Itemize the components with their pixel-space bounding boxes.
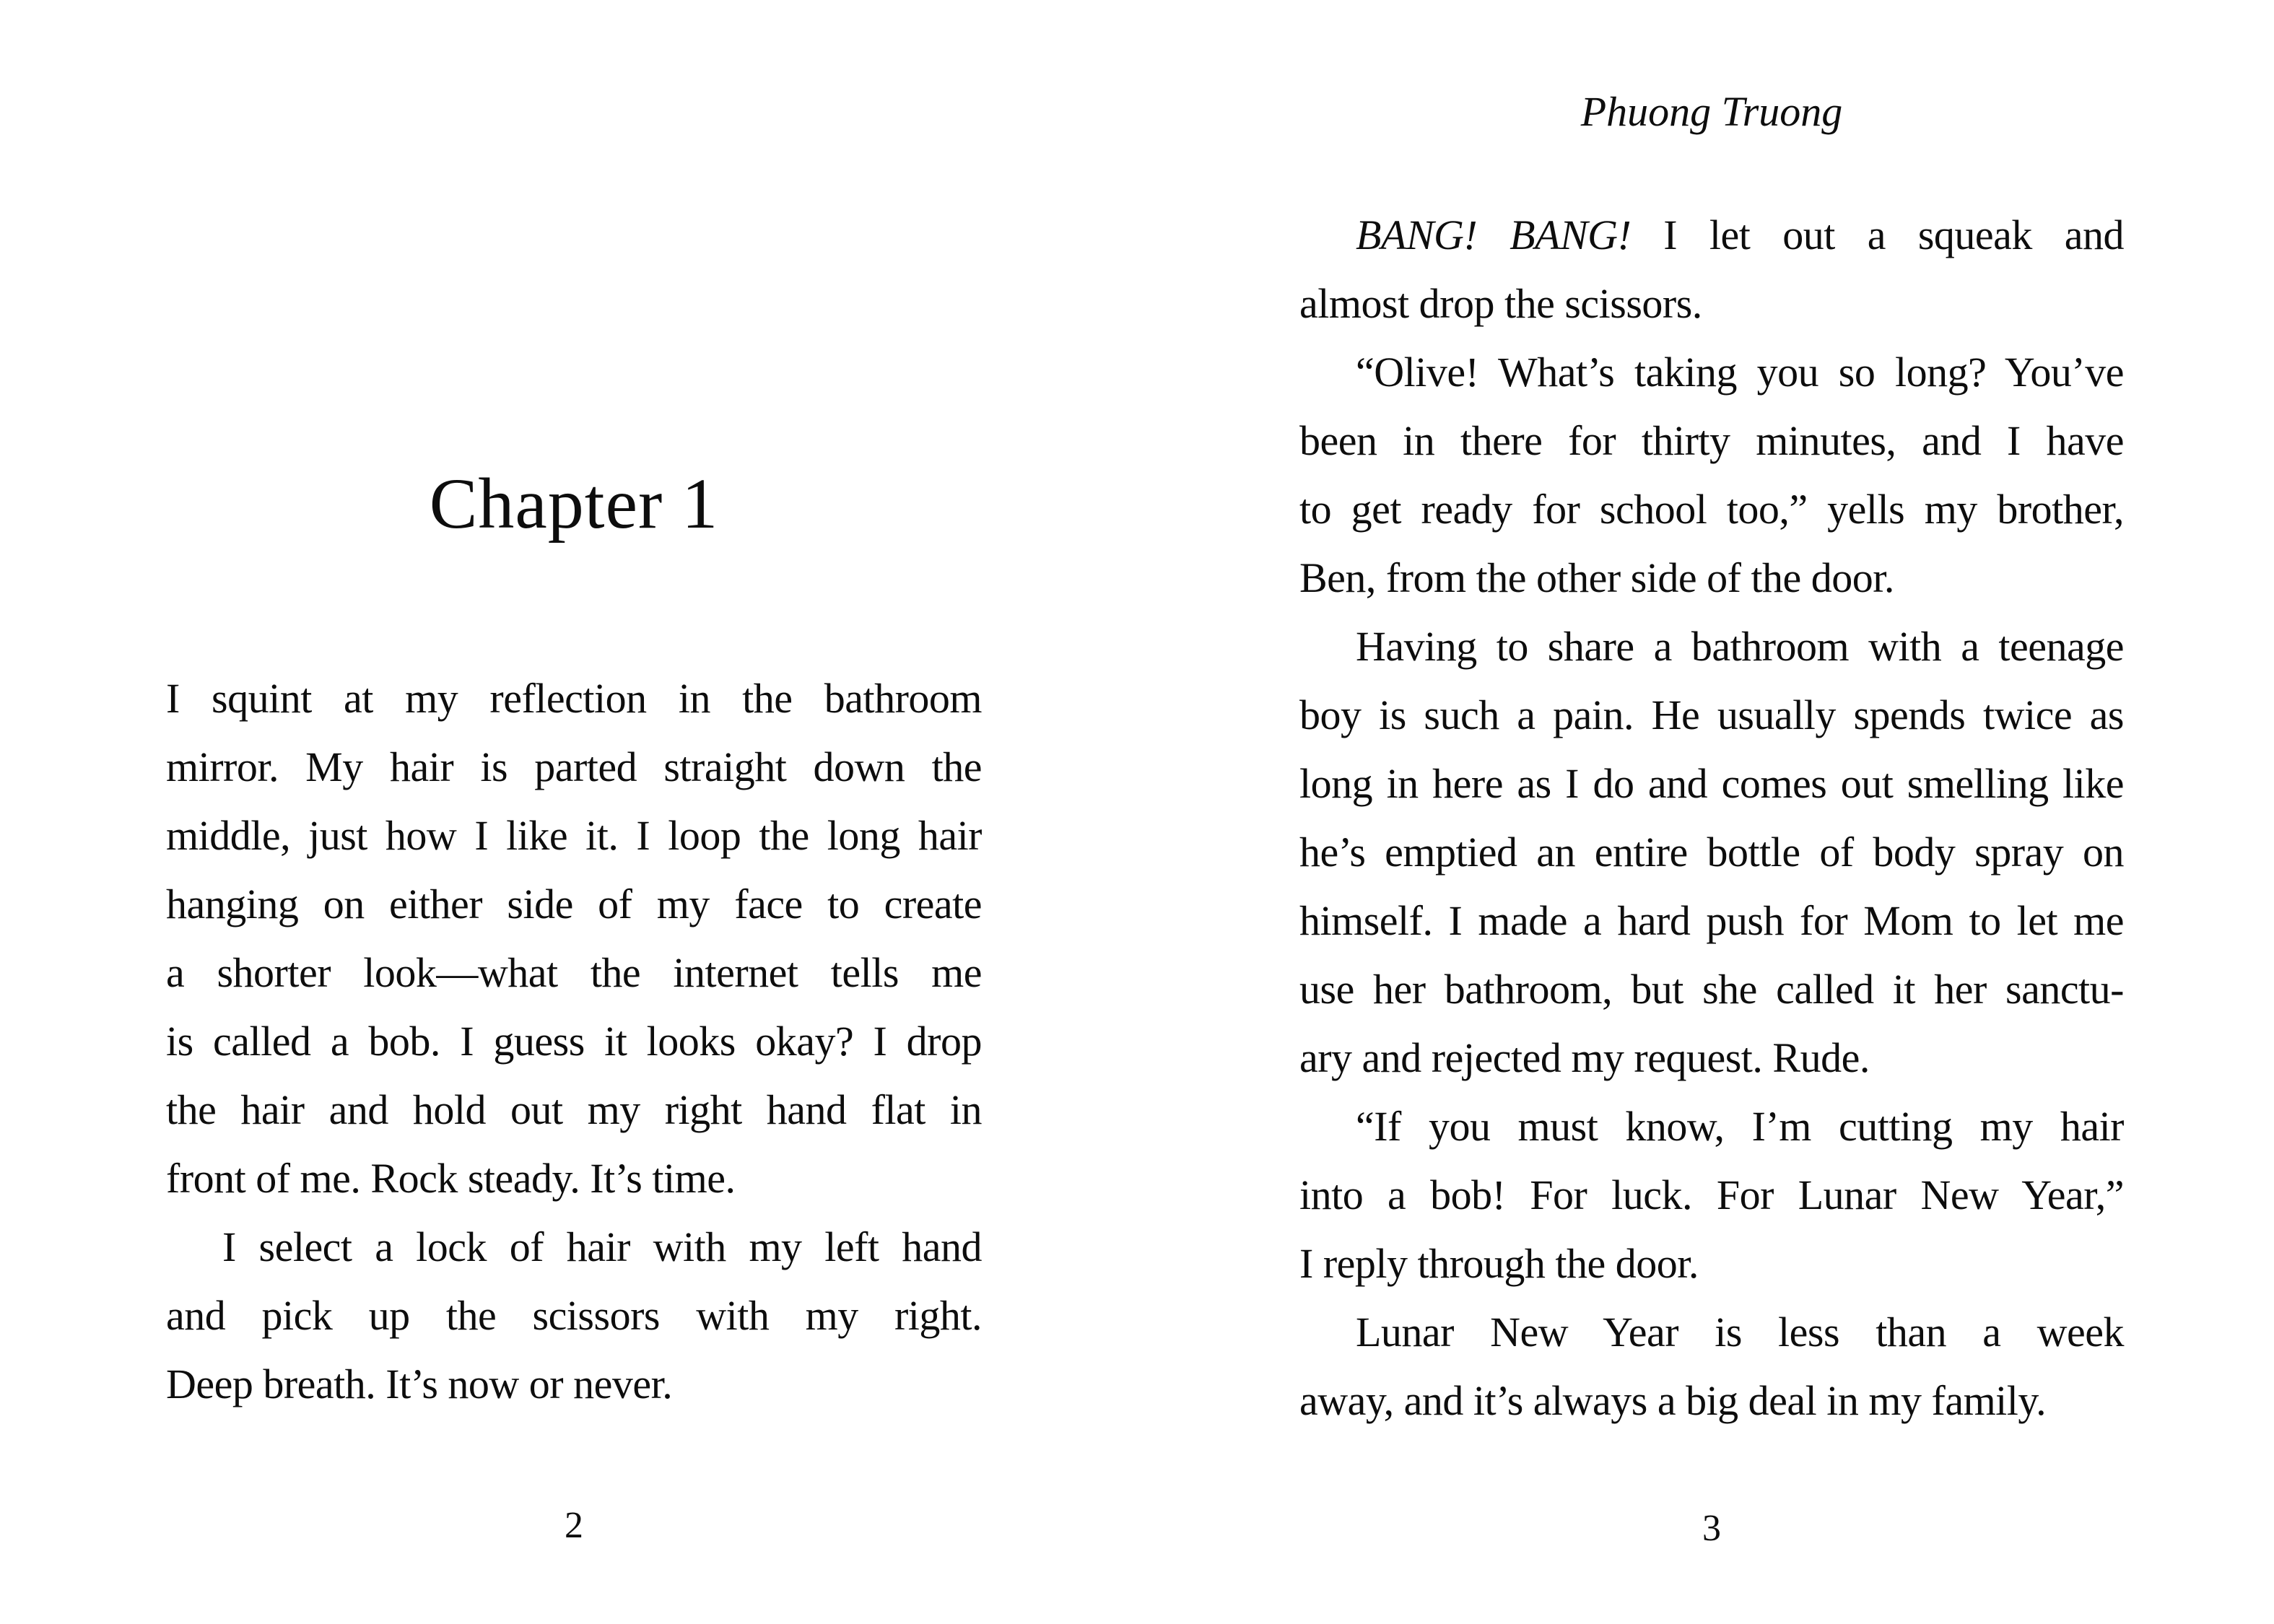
- left-page: [166, 0, 982, 1624]
- text-segment: mirror. My hair is parted straight down the: [166, 743, 982, 790]
- text-line: [1299, 681, 2124, 749]
- text-line: [166, 1281, 982, 1350]
- text-line: [166, 1144, 982, 1213]
- text-line: [166, 801, 982, 870]
- text-line: [166, 938, 982, 1007]
- text-line: [166, 1350, 982, 1418]
- chapter-title: Chapter 1: [429, 463, 719, 543]
- text-segment: almost drop the scissors.: [1299, 280, 1702, 327]
- text-segment: front of me. Rock steady. It’s time.: [166, 1155, 736, 1202]
- text-segment: away, and it’s always a big deal in my family.: [1299, 1377, 2047, 1424]
- italic-text: BANG! BANG!: [1356, 211, 1632, 258]
- text-segment: is called a bob. I guess it looks okay? I drop: [166, 1018, 982, 1065]
- text-segment: I squint at my reflection in the bathroom: [166, 675, 982, 722]
- text-line: [166, 870, 982, 938]
- text-line: [166, 664, 982, 733]
- right-page-body: [1299, 201, 2124, 1435]
- text-segment: hanging on either side of my face to create: [166, 881, 982, 927]
- text-segment: to get ready for school too,” yells my brother,: [1299, 486, 2124, 533]
- text-segment: I reply through the door.: [1299, 1240, 1699, 1287]
- text-line: [166, 1075, 982, 1144]
- right-page: [1299, 0, 2124, 1624]
- text-line: [1299, 1092, 2124, 1161]
- left-page-number: 2: [565, 1505, 583, 1546]
- left-page-body: [166, 664, 982, 1418]
- text-segment: he’s emptied an entire bottle of body spray on: [1299, 829, 2124, 876]
- text-segment: I select a lock of hair with my left hand: [222, 1223, 982, 1270]
- text-line: [1299, 1366, 2124, 1435]
- text-segment: “If you must know, I’m cutting my hair: [1356, 1103, 2124, 1150]
- text-segment: Deep breath. It’s now or never.: [166, 1361, 673, 1407]
- text-segment: and pick up the scissors with my right.: [166, 1292, 982, 1339]
- text-segment: “Olive! What’s taking you so long? You’ve: [1356, 349, 2124, 396]
- text-line: [166, 1007, 982, 1075]
- text-segment: the hair and hold out my right hand flat in: [166, 1086, 982, 1133]
- text-line: [1299, 1161, 2124, 1229]
- text-segment: middle, just how I like it. I loop the long hair: [166, 812, 982, 859]
- text-line: [1299, 955, 2124, 1023]
- text-segment: into a bob! For luck. For Lunar New Year,”: [1299, 1171, 2124, 1218]
- text-line: [1299, 201, 2124, 269]
- text-line: [1299, 338, 2124, 406]
- text-segment: long in here as I do and comes out smelling like: [1299, 760, 2124, 807]
- text-line: [1299, 269, 2124, 338]
- text-segment: a shorter look—what the internet tells me: [166, 949, 982, 996]
- text-line: [1299, 475, 2124, 543]
- text-line: [1299, 1023, 2124, 1092]
- text-line: [1299, 818, 2124, 886]
- text-line: [1299, 612, 2124, 681]
- text-line: [1299, 1229, 2124, 1298]
- text-line: [1299, 543, 2124, 612]
- text-line: [1299, 886, 2124, 955]
- text-segment: been in there for thirty minutes, and I have: [1299, 417, 2124, 464]
- text-segment: ary and rejected my request. Rude.: [1299, 1034, 1870, 1081]
- right-page-number: 3: [1702, 1508, 1721, 1549]
- text-line: [1299, 749, 2124, 818]
- text-segment: use her bathroom, but she called it her sanctu-: [1299, 966, 2124, 1013]
- text-segment: Lunar New Year is less than a week: [1356, 1309, 2124, 1355]
- text-segment: boy is such a pain. He usually spends twice as: [1299, 691, 2124, 738]
- text-segment: Having to share a bathroom with a teenage: [1356, 623, 2124, 670]
- running-header-author: Phuong Truong: [1580, 88, 1843, 135]
- text-line: [166, 733, 982, 801]
- text-line: [166, 1213, 982, 1281]
- text-segment: Ben, from the other side of the door.: [1299, 554, 1894, 601]
- text-line: [1299, 406, 2124, 475]
- text-segment: I let out a squeak and: [1631, 211, 2124, 258]
- text-line: [1299, 1298, 2124, 1366]
- text-segment: himself. I made a hard push for Mom to let me: [1299, 897, 2124, 944]
